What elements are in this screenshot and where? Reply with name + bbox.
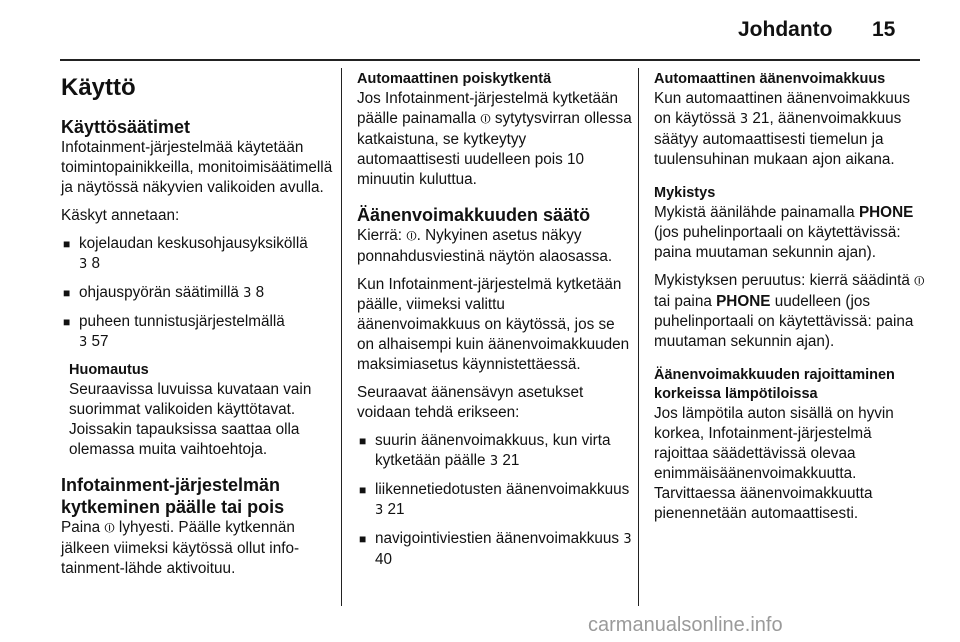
square-bullet-icon: ■ xyxy=(63,315,71,329)
page-reference-arrow-icon: 3 xyxy=(739,112,749,127)
page-reference-arrow-icon: 3 xyxy=(489,454,499,469)
power-knob-icon: ⏼ xyxy=(406,229,417,244)
page-reference[interactable]: 57 xyxy=(91,333,109,350)
heading-volume: Äänenvoimakkuuden säätö xyxy=(357,205,591,225)
note-box xyxy=(61,361,336,460)
column-3 xyxy=(654,70,929,532)
power-knob-icon: ⏼ xyxy=(104,521,115,536)
list-item xyxy=(357,431,632,472)
page-reference-arrow-icon: 3 xyxy=(79,257,88,272)
page-reference[interactable]: 8 xyxy=(91,255,101,272)
note-title: Huomautus xyxy=(69,362,149,378)
page-reference[interactable]: 8 xyxy=(255,284,265,301)
list-item-text: navigointiviestien äänenvoimakkuus xyxy=(375,530,620,547)
list-item-text: suurin äänenvoimakkuus, kun virta kytketään päälle xyxy=(375,432,611,469)
square-bullet-icon: ■ xyxy=(63,237,71,251)
heading-temp-limit: Äänenvoimakkuuden rajoittaminen korkeissa lämpötiloissa xyxy=(654,367,895,402)
subheading-power: Infotainment-järjestelmän kytkeminen päälle tai pois xyxy=(61,475,285,517)
list-item xyxy=(61,234,336,275)
page-reference[interactable]: 21 xyxy=(502,452,520,469)
paragraph-auto-off: Jos Infotainment-järjestelmä kytketään päälle painamalla ⏼ sytytysvirran ollessa katkaistuna, se kytkeytyy automaattisesti uudelleen pois 10 minuutin kuluttua. xyxy=(357,90,632,188)
page-number: 15 xyxy=(872,18,896,41)
watermark: carmanualsonline.info xyxy=(588,614,783,636)
header-rule xyxy=(60,59,920,61)
list-item xyxy=(61,283,336,304)
page-reference-arrow-icon: 3 xyxy=(623,532,632,547)
heading-auto-off: Automaattinen poiskytkentä xyxy=(357,71,552,87)
paragraph-unmute: Mykistyksen peruutus: kierrä säädintä ⏼ tai paina PHONE uudelleen (jos puhelinportaali on käytettävissä: paina muutaman sekunnin ajan). xyxy=(654,272,925,350)
square-bullet-icon: ■ xyxy=(359,434,367,448)
column-divider-1 xyxy=(341,68,342,606)
paragraph-volume-settings: Seuraavat äänensävyn asetukset voidaan tehdä erikseen: xyxy=(357,384,584,421)
volume-settings-list xyxy=(357,431,632,570)
heading-kaytto: Käyttö xyxy=(61,74,136,101)
list-item xyxy=(357,480,632,521)
list-item-text: ohjauspyörän säätimillä xyxy=(79,284,239,301)
list-item xyxy=(357,529,632,570)
heading-auto-volume: Automaattinen äänenvoimakkuus xyxy=(654,71,886,87)
page-reference[interactable]: 21 xyxy=(387,501,405,518)
list-item xyxy=(61,312,336,353)
paragraph-volume-start: Kun Infotainment-järjestelmä kytketään päälle, viimeksi valittu äänenvoimakkuus on käytössä, jos se on alhaisempi kuin äänenvoimakkuuden maksimiasetus käynnistettäessä. xyxy=(357,276,630,373)
power-knob-icon: ⏼ xyxy=(914,274,925,289)
paragraph-commands: Käskyt annetaan: xyxy=(61,207,180,224)
section-title: Johdanto xyxy=(738,18,833,41)
page-reference-arrow-icon: 3 xyxy=(79,335,88,350)
paragraph-mute: Mykistä äänilähde painamalla PHONE (jos puhelinportaali on käytettävissä: paina muutaman sekunnin ajan). xyxy=(654,204,914,261)
list-item-text: puheen tunnistusjärjestelmällä xyxy=(79,313,285,330)
heading-mute: Mykistys xyxy=(654,185,716,201)
square-bullet-icon: ■ xyxy=(63,286,71,300)
list-item-text: kojelaudan keskusohjausyksiköllä xyxy=(79,235,308,252)
power-knob-icon: ⏼ xyxy=(480,112,491,127)
paragraph-temp-limit: Jos lämpötila auton sisällä on hyvin korkea, Infotainment-järjestelmä rajoittaa säädettävissä olevaa enimmäisäänenvoimakkuutta. Tarvittaessa äänenvoimakkuutta pienennetään automaattisesti. xyxy=(654,405,894,522)
paragraph-auto-volume: Kun automaattinen äänenvoimakkuus on käytössä 3 21, äänenvoimakkuus säätyy automaattisesti tiemelun ja tuulensuhinan mukaan ajon aikana. xyxy=(654,90,910,168)
paragraph-controls: Infotainment-järjestelmää käytetään toimintopainikkeilla, monitoimisäätimellä ja näytössä näkyvien valikoiden avulla. xyxy=(61,139,333,196)
square-bullet-icon: ■ xyxy=(359,532,367,546)
page-reference-arrow-icon: 3 xyxy=(375,503,384,518)
page-reference[interactable]: 40 xyxy=(375,551,393,568)
page-reference-arrow-icon: 3 xyxy=(243,286,252,301)
column-2 xyxy=(357,70,632,578)
page-reference[interactable]: 21 xyxy=(752,110,770,127)
subheading-kayttosaatimet: Käyttösäätimet xyxy=(61,117,191,137)
column-divider-2 xyxy=(638,68,639,606)
paragraph-power: Paina ⏼ lyhyesti. Päälle kytkennän jälkeen viimeksi käytössä ollut info-tainment-lähde aktivoituu. xyxy=(61,519,300,577)
list-item-text: liikennetiedotusten äänenvoimakkuus xyxy=(375,481,630,498)
paragraph-volume: Kierrä: ⏼. Nykyinen asetus näkyy ponnahdusviestinä näytön alaosassa. xyxy=(357,227,613,265)
square-bullet-icon: ■ xyxy=(359,483,367,497)
column-1 xyxy=(61,70,336,587)
phone-button-label: PHONE xyxy=(716,293,771,310)
command-list xyxy=(61,234,336,353)
note-text: Seuraavissa luvuissa kuvataan vain suorimmat valikoiden käyttötavat. Joissakin tapauksissa saattaa olla olemassa muita vaihtoehtoja. xyxy=(69,381,312,458)
phone-button-label: PHONE xyxy=(858,204,914,221)
